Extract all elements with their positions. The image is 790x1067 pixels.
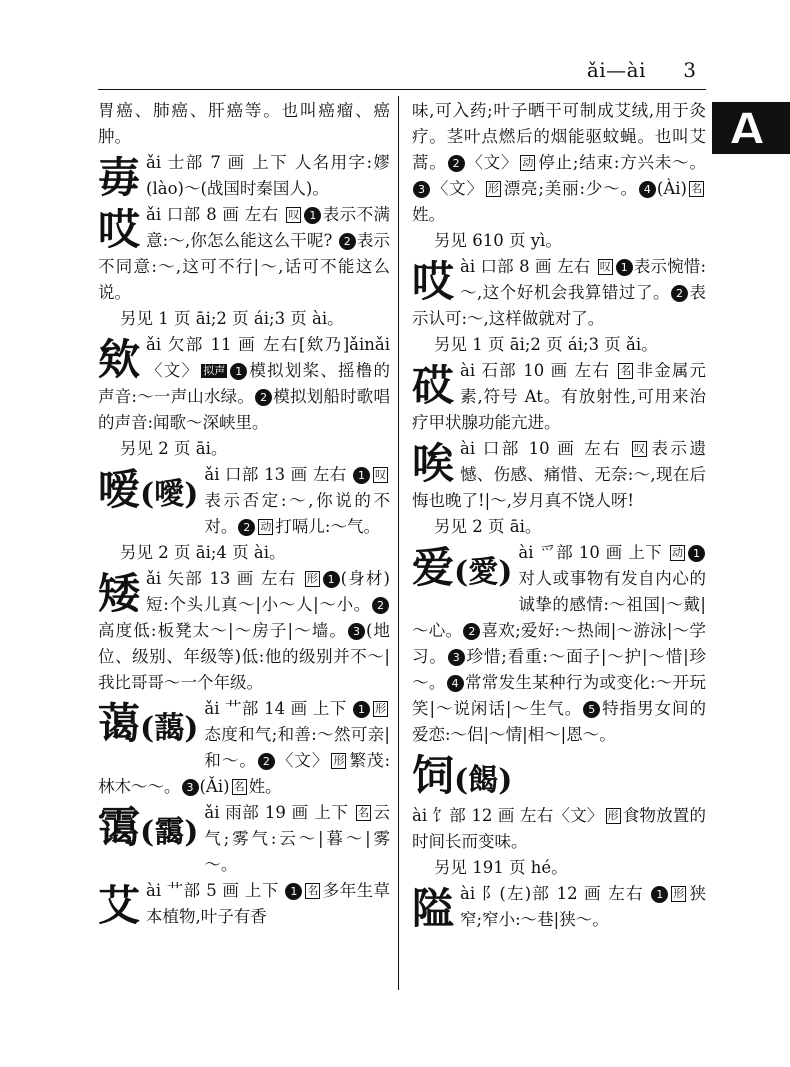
sense-number: 3 xyxy=(413,181,430,198)
pos-badge: 拟声 xyxy=(203,364,226,377)
entry-text: 〈文〉 xyxy=(431,179,484,198)
entry-text: ǎi 欠部 11 画 左右[欸乃]ǎinǎi〈文〉 xyxy=(146,335,390,380)
entry-ai-qian xyxy=(98,332,390,462)
sense-number: 2 xyxy=(255,389,272,406)
sense-number: 2 xyxy=(372,597,389,614)
entry-text: 珍惜;看重:～面子|～护|～惜|珍～。 xyxy=(412,647,706,692)
entry-text: 漂亮;美丽:少～。 xyxy=(502,179,638,198)
entry-text: ǎi 口部 8 画 左右 xyxy=(146,205,285,224)
traditional-form: (噯) xyxy=(140,477,199,512)
sense-number: 1 xyxy=(304,207,321,224)
pos-badge: 叹 xyxy=(288,208,300,221)
cross-reference: 另见 2 页 āi。 xyxy=(434,517,542,536)
headword: 嗳(噯) xyxy=(98,465,199,514)
entry-text: 表示惋惜:～,这个好机会我算错过了。 xyxy=(460,257,706,302)
pos-badge: 名 xyxy=(620,364,632,377)
sense-number: 2 xyxy=(238,519,255,536)
entry-text: 姓。 xyxy=(248,777,282,796)
page-number: 3 xyxy=(683,58,696,82)
entry-ai-kou-13 xyxy=(98,462,390,566)
pos-badge: 动 xyxy=(260,520,272,533)
traditional-form: (藹) xyxy=(140,711,199,746)
sense-number: 3 xyxy=(348,623,365,640)
entry-ai-wu xyxy=(98,150,390,202)
pos-badge: 形 xyxy=(673,887,685,900)
sense-number: 5 xyxy=(583,701,600,718)
sense-number: 2 xyxy=(339,233,356,250)
entry-text: 多年生草本植物,叶子有香 xyxy=(146,881,390,926)
sense-number: 1 xyxy=(688,545,705,562)
cross-reference: 另见 1 页 āi;2 页 ái;3 页 ǎi。 xyxy=(434,335,658,354)
entry-text: ǎi 口部 13 画 左右 xyxy=(204,465,347,484)
entry-text: 模拟划桨、摇橹的声音:～一声山水绿。 xyxy=(98,361,390,406)
headword: 矮 xyxy=(98,569,141,618)
headword: 哎 xyxy=(412,257,455,306)
entry-text: 繁茂:林木～～。 xyxy=(98,751,390,796)
entry-text: ài 口部 10 画 左右 xyxy=(460,439,630,458)
left-column xyxy=(98,98,390,990)
sense-number: 2 xyxy=(448,155,465,172)
entry-text: 〈文〉 xyxy=(465,153,519,172)
entry-text: 表示否定:～,你说的不对。 xyxy=(204,491,390,536)
traditional-form: (愛) xyxy=(454,555,513,590)
headword: 艾 xyxy=(98,881,141,930)
entry-ai-kou-8 xyxy=(412,254,706,358)
headword: 毐 xyxy=(98,153,141,202)
pos-badge: 名 xyxy=(691,182,702,195)
entry-text: 表示不同意:～,这可不行|～,话可不能这么说。 xyxy=(98,231,390,302)
entry-ai-yu xyxy=(98,800,390,878)
entry-text: 高度低:板凳太～|～房子|～墙。 xyxy=(98,621,347,640)
entry-text: 表示遗憾、伤感、痛惜、无奈:～,现在后悔也晚了!|～,岁月真不饶人呀! xyxy=(412,439,706,510)
sense-number: 3 xyxy=(448,649,465,666)
entry-text: ǎi 士部 7 画 上下 人名用字:嫪(lào)～(战国时秦国人)。 xyxy=(146,153,390,198)
entry-text: ǎi 矢部 13 画 左右 xyxy=(146,569,303,588)
entry-ai-food xyxy=(412,748,706,881)
entry-text: (地位、级别、年级等)低:他的级别并不～|我比哥哥～一个年级。 xyxy=(98,621,390,692)
sense-number: 1 xyxy=(285,883,302,900)
pos-badge: 叹 xyxy=(633,442,645,455)
entry-text: ǎi 艹部 14 画 上下 xyxy=(204,699,347,718)
entry-text: ǎi 雨部 19 画 上下 xyxy=(204,803,349,822)
entry-ai-shi-stone xyxy=(412,358,706,436)
entry-text: 常常发生某种行为或变化:～开玩笑|～说闲话|～生气。 xyxy=(412,673,706,718)
entry-text: ài 饣部 12 画 左右〈文〉 xyxy=(412,806,604,825)
column-divider xyxy=(398,96,399,990)
sense-number: 1 xyxy=(230,363,247,380)
entry-text: 表示不满意:～,你怎么能这么干呢? xyxy=(146,205,390,250)
entry-text: ài 石部 10 画 左右 xyxy=(460,361,617,380)
cross-reference: 另见 2 页 āi;4 页 ài。 xyxy=(120,543,286,562)
pos-badge: 形 xyxy=(306,572,318,585)
headword: 隘 xyxy=(412,884,455,933)
sense-number: 1 xyxy=(616,259,633,276)
sense-number: 2 xyxy=(671,285,688,302)
pos-badge: 形 xyxy=(607,809,619,822)
right-column xyxy=(412,98,706,990)
headword: 哎 xyxy=(98,205,141,254)
sense-number: 2 xyxy=(463,623,480,640)
pos-badge: 叹 xyxy=(375,468,387,481)
sense-number: 1 xyxy=(323,571,340,588)
entry-text: 对人或事物有发自内心的诚挚的感情:～祖国|～戴|～心。 xyxy=(412,569,706,640)
headword: 爱(愛) xyxy=(412,543,513,592)
traditional-form: (靄) xyxy=(140,815,199,850)
cross-reference: 另见 1 页 āi;2 页 ái;3 页 ài。 xyxy=(120,309,344,328)
entry-text: (身材)短:个头儿真～|小～人|～小。 xyxy=(146,569,390,614)
entry-text: 打嗝儿:～气。 xyxy=(275,517,380,536)
traditional-form: (餲) xyxy=(454,763,513,798)
entry-text: 非金属元素,符号 At。有放射性,可用来治疗甲状腺功能亢进。 xyxy=(412,361,706,432)
header-rule xyxy=(98,89,706,90)
entry-text: ài 阝(左)部 12 画 左右 xyxy=(460,884,651,903)
entry-text: 表示认可:～,这样做就对了。 xyxy=(412,283,706,328)
headword: 蔼(藹) xyxy=(98,699,199,748)
page-header xyxy=(98,56,702,86)
entry-text: 特指男女间的爱恋:～侣|～情|相～|恩～。 xyxy=(412,699,706,744)
entry-ai-cao-5 xyxy=(98,878,390,930)
pos-badge: 叹 xyxy=(599,260,611,273)
headword: 饲(餲) xyxy=(412,751,513,800)
entry-text: ài 爫部 10 画 上下 xyxy=(518,543,663,562)
sense-number: 2 xyxy=(258,753,275,770)
cross-reference: 另见 610 页 yì。 xyxy=(434,231,562,250)
entry-text: 〈文〉 xyxy=(275,751,330,770)
entry-text: 狭窄;窄小:～巷|狭～。 xyxy=(460,884,706,929)
cross-reference: 另见 191 页 hé。 xyxy=(434,858,568,877)
entry-text: 模拟划船时歌唱的声音:闻歌～深峡里。 xyxy=(98,387,390,432)
pos-badge: 形 xyxy=(333,754,345,767)
entry-text: 云气;雾气:云～|暮～|雾～。 xyxy=(204,803,390,874)
pos-badge: 形 xyxy=(375,702,387,715)
entry-text: 喜欢;爱好:～热闹|～游泳|～学习。 xyxy=(412,621,706,666)
sense-number: 3 xyxy=(182,779,199,796)
entry-text: ài 艹部 5 画 上下 xyxy=(146,881,285,900)
entry-text: 停止;结束:方兴未～。 xyxy=(537,153,706,172)
sense-number: 1 xyxy=(651,886,668,903)
entry-ai-shi xyxy=(98,566,390,696)
entry-text: 态度和气;和善:～然可亲|和～。 xyxy=(204,725,390,770)
continued-definition: 胃癌、肺癌、肝癌等。也叫癌瘤、癌肿。 xyxy=(98,101,390,146)
headword: 砹 xyxy=(412,361,455,410)
entry-ai-cao-14 xyxy=(98,696,390,800)
headword: 欸 xyxy=(98,335,141,384)
pos-badge: 动 xyxy=(672,546,684,559)
pos-badge: 动 xyxy=(522,156,534,169)
headword: 唉 xyxy=(412,439,455,488)
entry-text: (Ài) xyxy=(656,179,687,198)
pinyin-range: ǎi—ài xyxy=(586,58,646,82)
entry-text: ài 口部 8 画 左右 xyxy=(460,257,596,276)
thumb-index-letter: A xyxy=(729,104,765,155)
sense-number: 4 xyxy=(447,675,464,692)
pos-badge: 名 xyxy=(358,806,370,819)
continued-entry-ai-cao xyxy=(412,98,706,254)
entry-text: (Ǎi) xyxy=(199,777,230,796)
entry-text: 味,可入药;叶子晒干可制成艾绒,用于灸疗。茎叶点燃后的烟能驱蚊蝇。也叫艾蒿。 xyxy=(412,101,706,172)
entry-ai-kou-3 xyxy=(98,202,390,332)
pos-badge: 名 xyxy=(233,780,245,793)
pos-badge: 名 xyxy=(307,884,319,897)
headword: 霭(靄) xyxy=(98,803,199,852)
entry-text: 食物放置的时间长而变味。 xyxy=(412,806,706,851)
sense-number: 1 xyxy=(353,701,370,718)
cross-reference: 另见 2 页 āi。 xyxy=(120,439,228,458)
sense-number: 4 xyxy=(639,181,656,198)
entry-ai-narrow xyxy=(412,881,706,933)
entry-ai-love xyxy=(412,540,706,748)
sense-number: 1 xyxy=(353,467,370,484)
entry-ai-kou-10 xyxy=(412,436,706,540)
entry-text: 姓。 xyxy=(412,205,445,224)
pos-badge: 形 xyxy=(487,182,499,195)
